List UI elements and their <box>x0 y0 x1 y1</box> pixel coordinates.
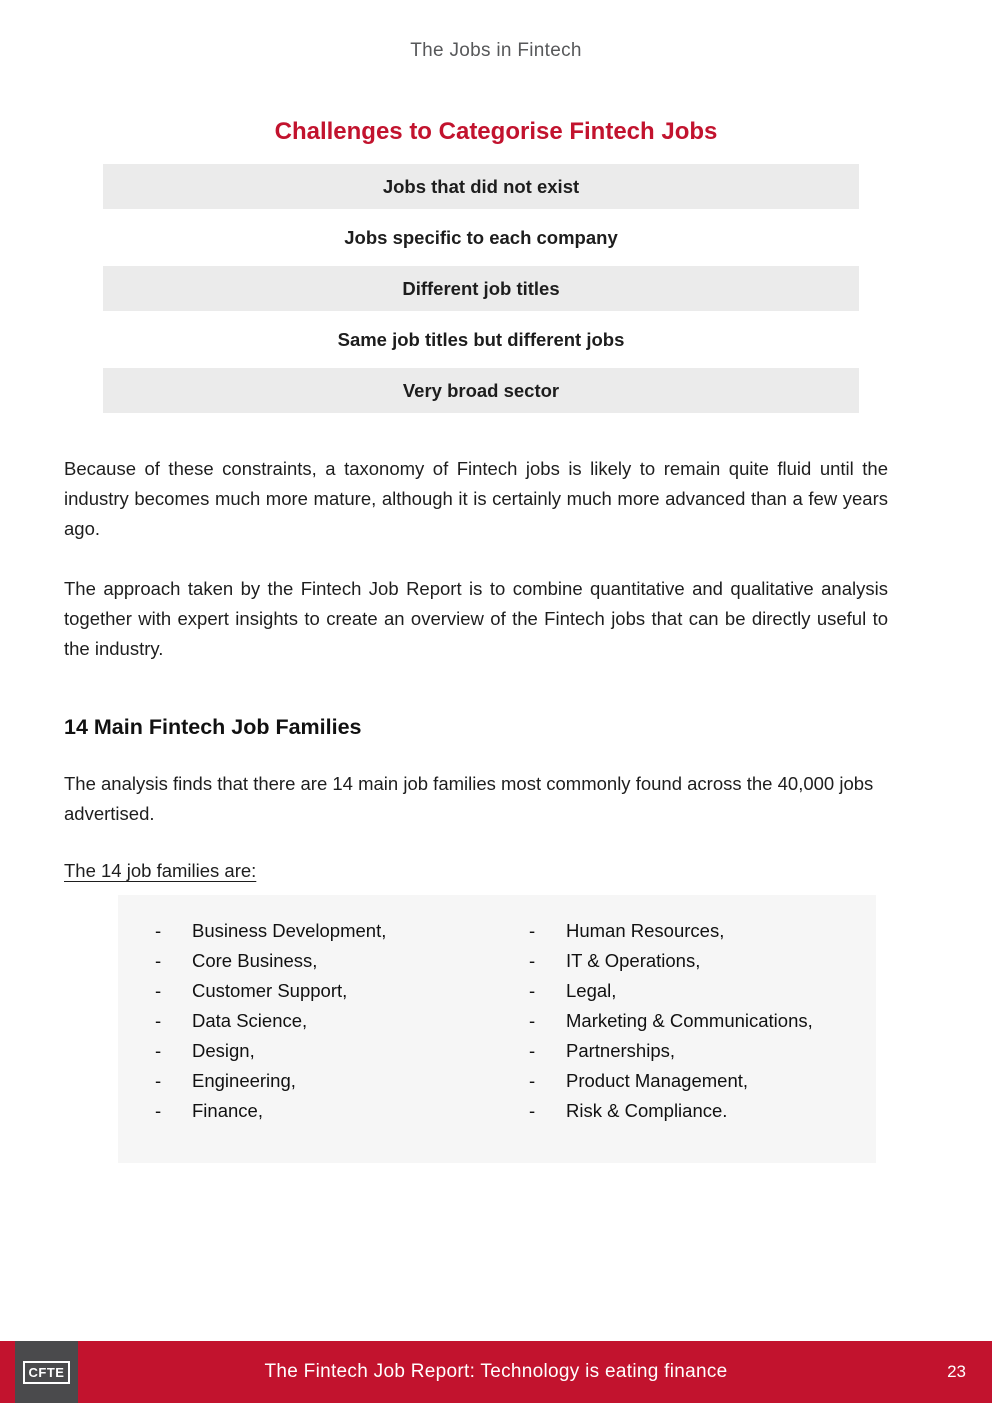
dash-marker: - <box>155 920 162 941</box>
list-item-label: Marketing & Communications, <box>566 1010 813 1031</box>
list-item-label: Human Resources, <box>566 920 725 941</box>
page-number: 23 <box>947 1362 966 1381</box>
dash-marker: - <box>529 980 536 1001</box>
list-item-label: Risk & Compliance. <box>566 1100 728 1121</box>
list-item-label: Engineering, <box>192 1070 296 1091</box>
dash-marker: - <box>155 950 162 971</box>
list-item-label: Core Business, <box>192 950 318 971</box>
page-footer <box>0 1341 992 1403</box>
list-item <box>155 1066 497 1096</box>
job-families-column-left <box>118 916 497 1163</box>
paragraph-approach: The approach taken by the Fintech Job Report is to combine quantitative and qualitative analysis together with expert insights to create an overview of the Fintech jobs that can be directly useful to the industry. <box>64 578 888 659</box>
dash-marker: - <box>155 1040 162 1061</box>
challenge-item: Different job titles <box>103 266 859 311</box>
challenge-item: Jobs specific to each company <box>344 226 618 248</box>
job-families-column-right <box>497 916 876 1163</box>
dash-marker: - <box>529 950 536 971</box>
list-item-label: Legal, <box>566 980 617 1001</box>
list-item-label: Product Management, <box>566 1070 749 1091</box>
dash-marker: - <box>155 1100 162 1121</box>
challenges-list <box>103 164 859 419</box>
list-item <box>529 946 876 976</box>
list-item <box>155 1006 497 1036</box>
dash-marker: - <box>155 1010 162 1031</box>
challenge-item: Jobs that did not exist <box>103 164 859 209</box>
list-item <box>529 1036 876 1066</box>
list-item-label: Data Science, <box>192 1010 308 1031</box>
list-item <box>155 976 497 1006</box>
cfte-logo-text: CFTE <box>23 1361 71 1384</box>
list-item-label: IT & Operations, <box>566 950 701 971</box>
dash-marker: - <box>529 1040 536 1061</box>
challenge-item: Same job titles but different jobs <box>337 328 625 350</box>
dash-marker: - <box>529 920 536 941</box>
section-heading-job-families: 14 Main Fintech Job Families <box>64 715 362 739</box>
dash-marker: - <box>529 1010 536 1031</box>
list-item <box>529 1066 876 1096</box>
footer-title: The Fintech Job Report: Technology is eating finance <box>264 1361 728 1382</box>
job-families-list-label: The 14 job families are: <box>64 860 257 881</box>
list-item <box>529 976 876 1006</box>
list-item <box>155 1096 497 1126</box>
list-item-label: Customer Support, <box>192 980 348 1001</box>
dash-marker: - <box>529 1100 536 1121</box>
paragraph-job-families-intro: The analysis finds that there are 14 main job families most commonly found across the 40,000 jobs advertised. <box>64 773 874 824</box>
job-families-panel <box>118 895 876 1163</box>
paragraph-constraints: Because of these constraints, a taxonomy of Fintech jobs is likely to remain quite fluid until the industry becomes much more mature, although it is certainly much more advanced than a few years ago. <box>64 458 888 539</box>
page-header <box>0 40 992 62</box>
dash-marker: - <box>155 1070 162 1091</box>
list-item-label: Business Development, <box>192 920 387 941</box>
list-item <box>155 1036 497 1066</box>
list-item <box>529 916 876 946</box>
dash-marker: - <box>529 1070 536 1091</box>
list-item-label: Finance, <box>192 1100 263 1121</box>
list-item <box>155 916 497 946</box>
challenges-title: Challenges to Categorise Fintech Jobs <box>274 118 718 145</box>
list-item <box>529 1096 876 1126</box>
list-item <box>155 946 497 976</box>
dash-marker: - <box>155 980 162 1001</box>
challenge-item: Very broad sector <box>103 368 859 413</box>
page-header-title: The Jobs in Fintech <box>410 40 582 61</box>
list-item <box>529 1006 876 1036</box>
list-item-label: Partnerships, <box>566 1040 675 1061</box>
list-item-label: Design, <box>192 1040 255 1061</box>
